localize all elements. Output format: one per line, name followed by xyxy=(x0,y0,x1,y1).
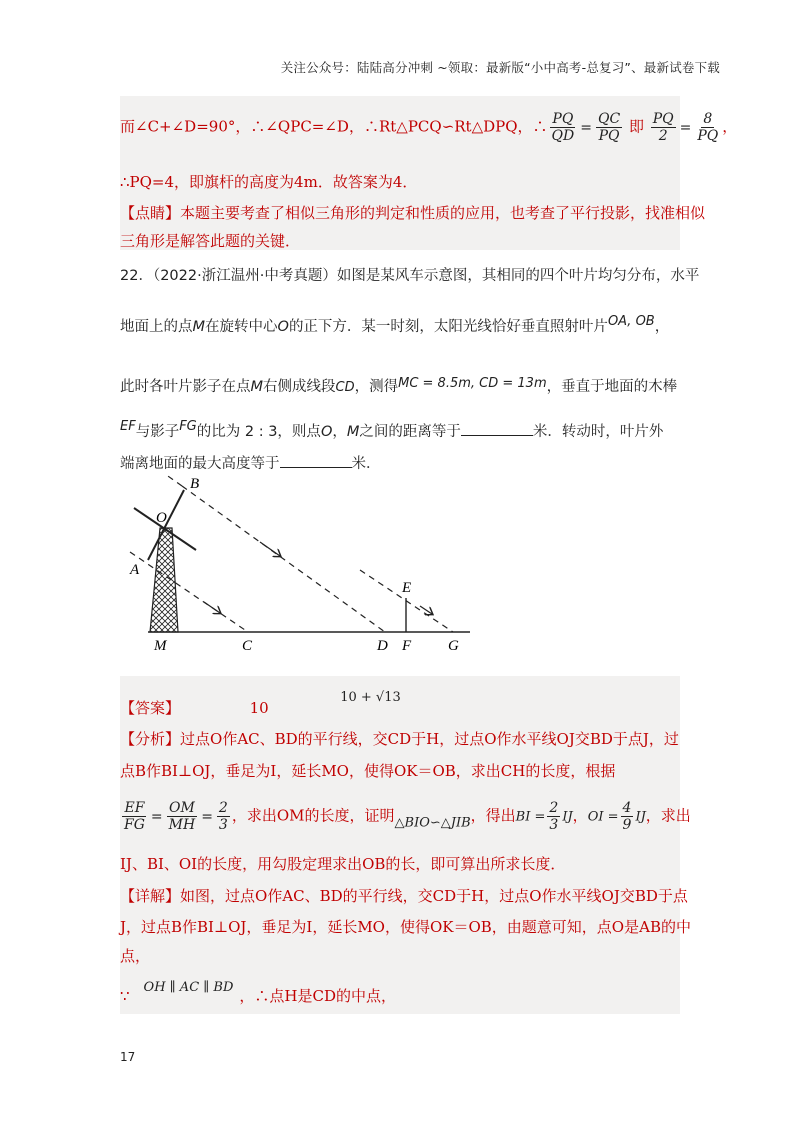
detail-line1: 【详解】如图，过点O作AC、BD的平行线，交CD于H，过点O作水平线OJ交BD于点 xyxy=(120,887,688,905)
answer-blank-2[interactable] xyxy=(280,455,352,468)
ray-arrow-b xyxy=(260,542,280,556)
analysis-line2: 点B作BI⊥OJ，垂足为I，延长MO，使得OK＝OB，求出CH的长度，根据 xyxy=(120,762,616,780)
ray-arrow-a xyxy=(204,602,220,613)
analysis-line3: $\frac{EF}{FG}$ = $\frac{OM}{MH}$ = $\frac{2}{3}$ ，求出OM的长度，证明△BIO∽△JIB，得出BI = $\frac{2}{3}$ IJ，OI = $\frac{4}{9}$ IJ，求出 xyxy=(124,800,691,834)
detail-line2: J，过点B作BI⊥OJ，垂足为I，延长MO，使得OK＝OB，由题意可知，点O是AB的中 xyxy=(120,918,691,936)
detail-line3: 点， xyxy=(120,947,151,965)
frac-pq-qd: $\frac{PQ}{QD}$ xyxy=(551,111,575,145)
dianjing-line1: 【点睛】本题主要考查了相似三角形的判定和性质的应用，也考查了平行投影，找准相似 xyxy=(120,204,706,222)
frac-qc-pq: $\frac{QC}{PQ}$ xyxy=(597,111,621,145)
question-line5: 端离地面的最大高度等于 米． xyxy=(120,456,381,472)
windmill-figure xyxy=(120,474,480,659)
ray-from-b-upper xyxy=(165,474,182,486)
label-d: D xyxy=(377,638,388,654)
question-line1: 22．（2022·浙江温州·中考真题）如图是某风车示意图，其相同的四个叶片均匀分布，水平 xyxy=(120,268,700,284)
detail-line4: ∵ OH ∥ AC ∥ BD ，∴点H是CD的中点， xyxy=(120,980,396,1005)
frac-pq-2: $\frac{PQ}{2}$ xyxy=(652,111,674,145)
ray-arrow-e xyxy=(420,606,432,614)
tower xyxy=(150,528,178,632)
label-m: M xyxy=(154,638,167,654)
answer-blank-1[interactable] xyxy=(461,423,533,436)
dianjing-line2: 三角形是解答此题的关键． xyxy=(120,232,301,250)
label-g: G xyxy=(448,638,459,654)
analysis-line4: IJ、BI、OI的长度，用勾股定理求出OB的长，即可算出所求长度． xyxy=(120,855,566,873)
label-b: B xyxy=(190,476,200,492)
page-number: 17 xyxy=(120,1050,136,1064)
answer-line: 【答案】 10 10 + √13 xyxy=(120,690,401,717)
label-e: E xyxy=(402,580,412,596)
label-a: A xyxy=(130,562,140,578)
question-line2: 地面上的点M在旋转中心O的正下方．某一时刻，太阳光线恰好垂直照射叶片OA, OB， xyxy=(120,314,670,335)
label-o: O xyxy=(156,510,167,526)
frac-8-pq: $\frac{8}{PQ}$ xyxy=(697,111,719,145)
label-f: F xyxy=(402,638,412,654)
label-c: C xyxy=(242,638,253,654)
question-line3: 此时各叶片影子在点M右侧成线段CD，测得MC = 8.5m, CD = 13m，垂直于地面的木棒 xyxy=(120,376,678,395)
page-header: 关注公众号：陆陆高分冲刺 ~领取：最新版“小中高考-总复习”、最新试卷下载 xyxy=(280,60,720,75)
prev-solution-line2: ∴PQ=4，即旗杆的高度为4m．故答案为4． xyxy=(120,173,418,191)
analysis-line1: 【分析】过点O作AC、BD的平行线，交CD于H，过点O作水平线OJ交BD于点J，过 xyxy=(120,730,679,748)
prev-solution-line1: 而∠C+∠D=90°，∴∠QPC=∠D，∴Rt△PCQ∽Rt△DPQ，∴ $\frac{PQ}{QD}$ = $\frac{QC}{PQ}$ 即 $\frac{PQ}{2}$ = $\frac{8}{PQ}$ ， xyxy=(120,111,738,145)
ray-from-b xyxy=(182,486,385,632)
question-line4: EF与影子FG的比为 2 : 3，则点O，M之间的距离等于 米．转动时，叶片外 xyxy=(120,419,664,440)
answer-block xyxy=(120,676,680,1014)
ray-from-a xyxy=(130,552,248,632)
line1-text: 而∠C+∠D=90°，∴∠QPC=∠D，∴Rt△PCQ∽Rt△DPQ，∴ xyxy=(120,117,548,136)
